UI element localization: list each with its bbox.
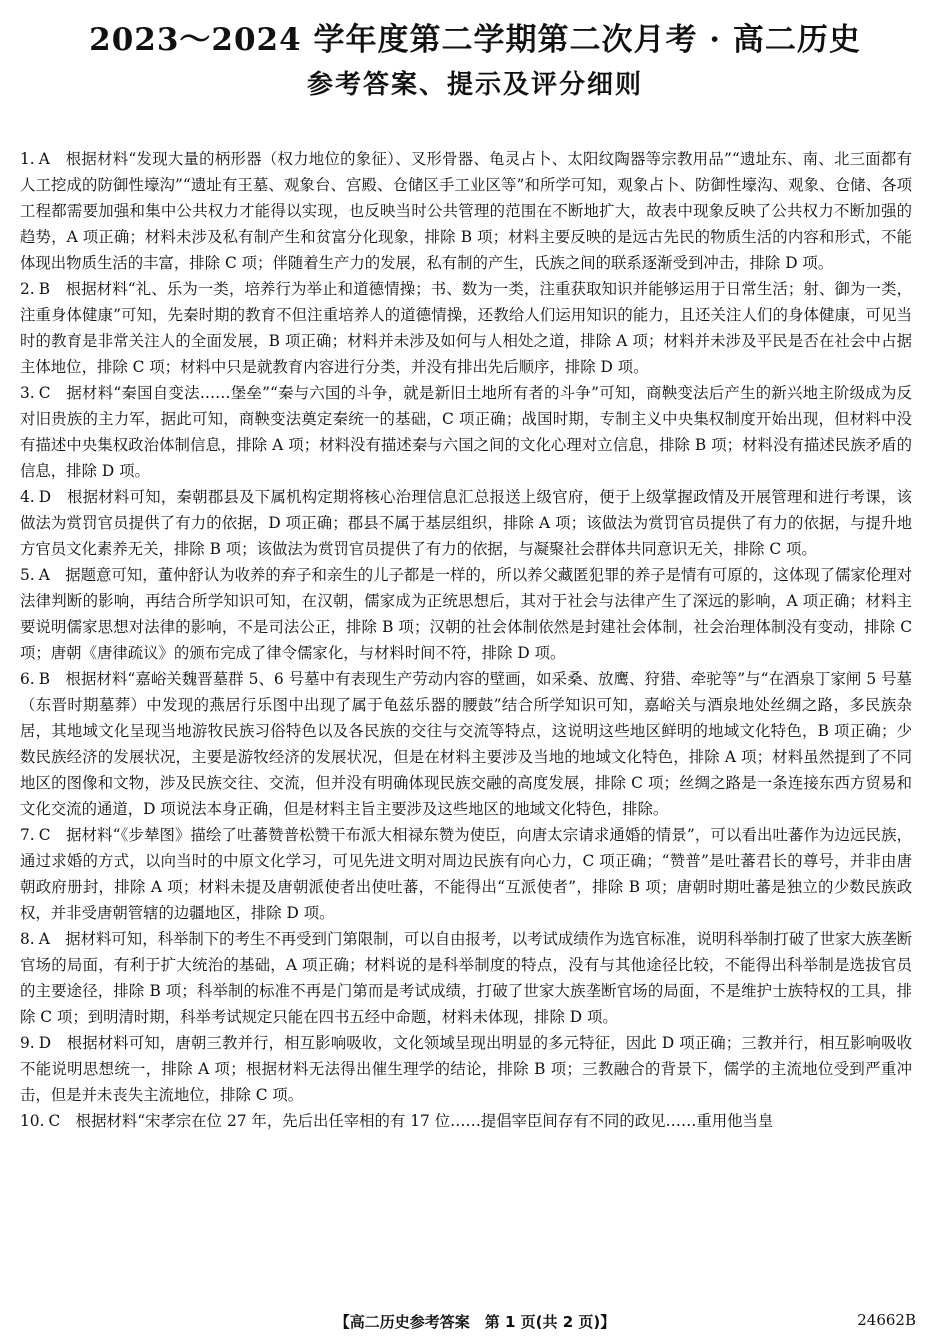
answer-item-7 [20,822,912,926]
item-answer: C [48,1112,61,1130]
answer-item-6 [20,666,912,822]
item-number: 3. [20,384,35,402]
answer-item-4 [20,484,912,562]
footer-doc-code: 24662B [857,1311,916,1329]
item-answer: C [38,384,51,402]
page-title: 2023～2024 学年度第二学期第二次月考 · 高二历史 [89,22,861,58]
item-number: 7. [20,826,35,844]
item-answer: A [38,566,50,584]
item-explanation: 据材料可知，科举制下的考生不再受到门第限制，可以自由报考，以考试成绩作为选官标准，说明科举制打破了世家大族垄断官场的局面，有利于扩大统治的基础，A 项正确；材料说的是科举制度的特点，没有与其他途径比较，不能得出科举制是选拔官员的主要途径，排除 B 项；科举制的标准不再是门第而是考试成绩，打破了世家大族垄断官场的局面，不是维护士族特权的工具，排除 C 项；到明清时期，科举考试规定只能在四书五经中命题，材料未体现，排除 D 项。 [20,930,912,1026]
answer-item-9 [20,1030,912,1108]
footer-page-label: 【高二历史参考答案 第 1 页(共 2 页)】 [334,1313,616,1331]
item-number: 1. [20,150,35,168]
page-subtitle: 参考答案、提示及评分细则 [306,70,643,100]
item-explanation: 据材料“《步辇图》描绘了吐蕃赞普松赞干布派大相禄东赞为使臣，向唐太宗请求通婚的情景”，可以看出吐蕃作为边远民族，通过求婚的方式，以向当时的中原文化学习，可见先进文明对周边民族有向心力，C 项正确；“赞普”是吐蕃君长的尊号，并非由唐朝政府册封，排除 A 项；材料未提及唐朝派使者出使吐蕃，不能得出“互派使者”，排除 B 项；唐朝时期吐蕃是独立的少数民族政权，并非受唐朝管辖的边疆地区，排除 D 项。 [20,826,912,922]
item-number: 2. [20,280,35,298]
item-number: 5. [20,566,35,584]
item-number: 10. [20,1112,45,1130]
item-answer: B [38,280,50,298]
answer-item-3 [20,380,912,484]
item-explanation: 根据材料“礼、乐为一类，培养行为举止和道德情操；书、数为一类，注重获取知识并能够运用于日常生活；射、御为一类，注重身体健康”可知，先秦时期的教育不但注重培养人的道德情操，还教给人们运用知识的能力，且还关注人们的身体健康，可见当时的教育是非常关注人的全面发展，B 项正确；材料并未涉及如何与人相处之道，排除 A 项；材料并未涉及平民是否在社会中占据主体地位，排除 C 项；材料中只是就教育内容进行分类，并没有排出先后顺序，排除 D 项。 [20,280,912,376]
page-footer [0,1307,950,1337]
item-number: 4. [20,488,35,506]
answer-item-2 [20,276,912,380]
item-explanation: 根据材料“嘉峪关魏晋墓群 5、6 号墓中有表现生产劳动内容的壁画，如采桑、放鹰、狩猎、牵驼等”与“在酒泉丁家闸 5 号墓（东晋时期墓葬）中发现的燕居行乐图中出现了属于龟兹乐器的腰鼓”结合所学知识可知，嘉峪关与酒泉地处丝绸之路，多民族杂居，其地域文化呈现当地游牧民族习俗特色以及各民族的交往与交流等特点，这说明这些地区鲜明的地域文化特色，B 项正确；少数民族经济的发展状况，主要是游牧经济的发展状况，但是在材料主要涉及当地的地域文化特色，排除 A 项；材料虽然提到了不同地区的图像和文物，涉及民族交往、交流，但并没有明确体现民族交融的高度发展，排除 C 项；丝绸之路是一条连接东西方贸易和文化交流的通道，D 项说法本身正确，但是材料主旨主要涉及这些地区的地域文化特色，排除。 [20,670,912,818]
item-explanation: 根据材料可知，秦朝郡县及下属机构定期将核心治理信息汇总报送上级官府，便于上级掌握政情及开展管理和进行考课，该做法为赏罚官员提供了有力的依据，D 项正确；郡县不属于基层组织，排除 A 项；该做法为赏罚官员提供了有力的依据，与提升地方官员文化素养无关，排除 B 项；该做法为赏罚官员提供了有力的依据，与凝聚社会群体共同意识无关，排除 C 项。 [20,488,912,558]
answer-item-1 [20,146,912,276]
item-explanation: 根据材料“发现大量的柄形器（权力地位的象征）、叉形骨器、龟灵占卜、太阳纹陶器等宗教用品”“遗址东、南、北三面都有人工挖成的防御性壕沟”“遗址有王墓、观象台、宫殿、仓储区手工业区等”和所学可知，观象占卜、防御性壕沟、观象、仓储、各项工程都需要加强和集中公共权力才能得以实现，也反映当时公共管理的范围在不断地扩大，故表中现象反映了公共权力不断加强的趋势，A 项正确；材料未涉及私有制产生和贫富分化现象，排除 B 项；材料主要反映的是远古先民的物质生活的内容和形式，不能体现出物质生活的丰富，排除 C 项；伴随着生产力的发展，私有制的产生，氏族之间的联系逐渐受到冲击，排除 D 项。 [20,150,912,272]
item-answer: A [38,150,50,168]
item-answer: D [38,488,52,506]
item-explanation: 根据材料可知，唐朝三教并行，相互影响吸收，文化领域呈现出明显的多元特征，因此 D 项正确；三教并行，相互影响吸收不能说明思想统一，排除 A 项；根据材料无法得出催生理学的结论，排除 B 项；三教融合的背景下，儒学的主流地位受到严重冲击，但是并未丧失主流地位，排除 C 项。 [20,1034,912,1104]
answer-list [20,146,912,1134]
item-number: 9. [20,1034,35,1052]
item-answer: C [38,826,51,844]
item-answer: A [38,930,50,948]
answer-item-5 [20,562,912,666]
item-answer: D [38,1034,52,1052]
answer-item-10 [20,1108,912,1134]
answer-item-8 [20,926,912,1030]
item-number: 6. [20,670,35,688]
item-explanation: 据材料“秦国自变法……堡垒”“秦与六国的斗争，就是新旧土地所有者的斗争”可知，商鞅变法后产生的新兴地主阶级成为反对旧贵族的主力军，据此可知，商鞅变法奠定秦统一的基础，C 项正确；战国时期，专制主义中央集权制度开始出现，但材料中没有描述中央集权政治体制信息，排除 A 项；材料没有描述秦与六国之间的文化心理对立信息，排除 B 项；材料没有描述民族矛盾的信息，排除 D 项。 [20,384,912,480]
item-number: 8. [20,930,35,948]
item-explanation: 据题意可知，董仲舒认为收养的弃子和亲生的儿子都是一样的，所以养父藏匿犯罪的养子是情有可原的，这体现了儒家伦理对法律判断的影响，再结合所学知识可知，在汉朝，儒家成为正统思想后，其对于社会与法律产生了深远的影响，A 项正确；材料主要说明儒家思想对法律的影响，不是司法公正，排除 B 项；汉朝的社会体制依然是封建社会体制，社会治理体制没有变动，排除 C 项；唐朝《唐律疏议》的颁布完成了律令儒家化，与材料时间不符，排除 D 项。 [20,566,912,662]
item-answer: B [38,670,50,688]
item-explanation: 根据材料“宋孝宗在位 27 年，先后出任宰相的有 17 位……提倡宰臣间存有不同的政见……重用他当皇 [75,1112,774,1130]
